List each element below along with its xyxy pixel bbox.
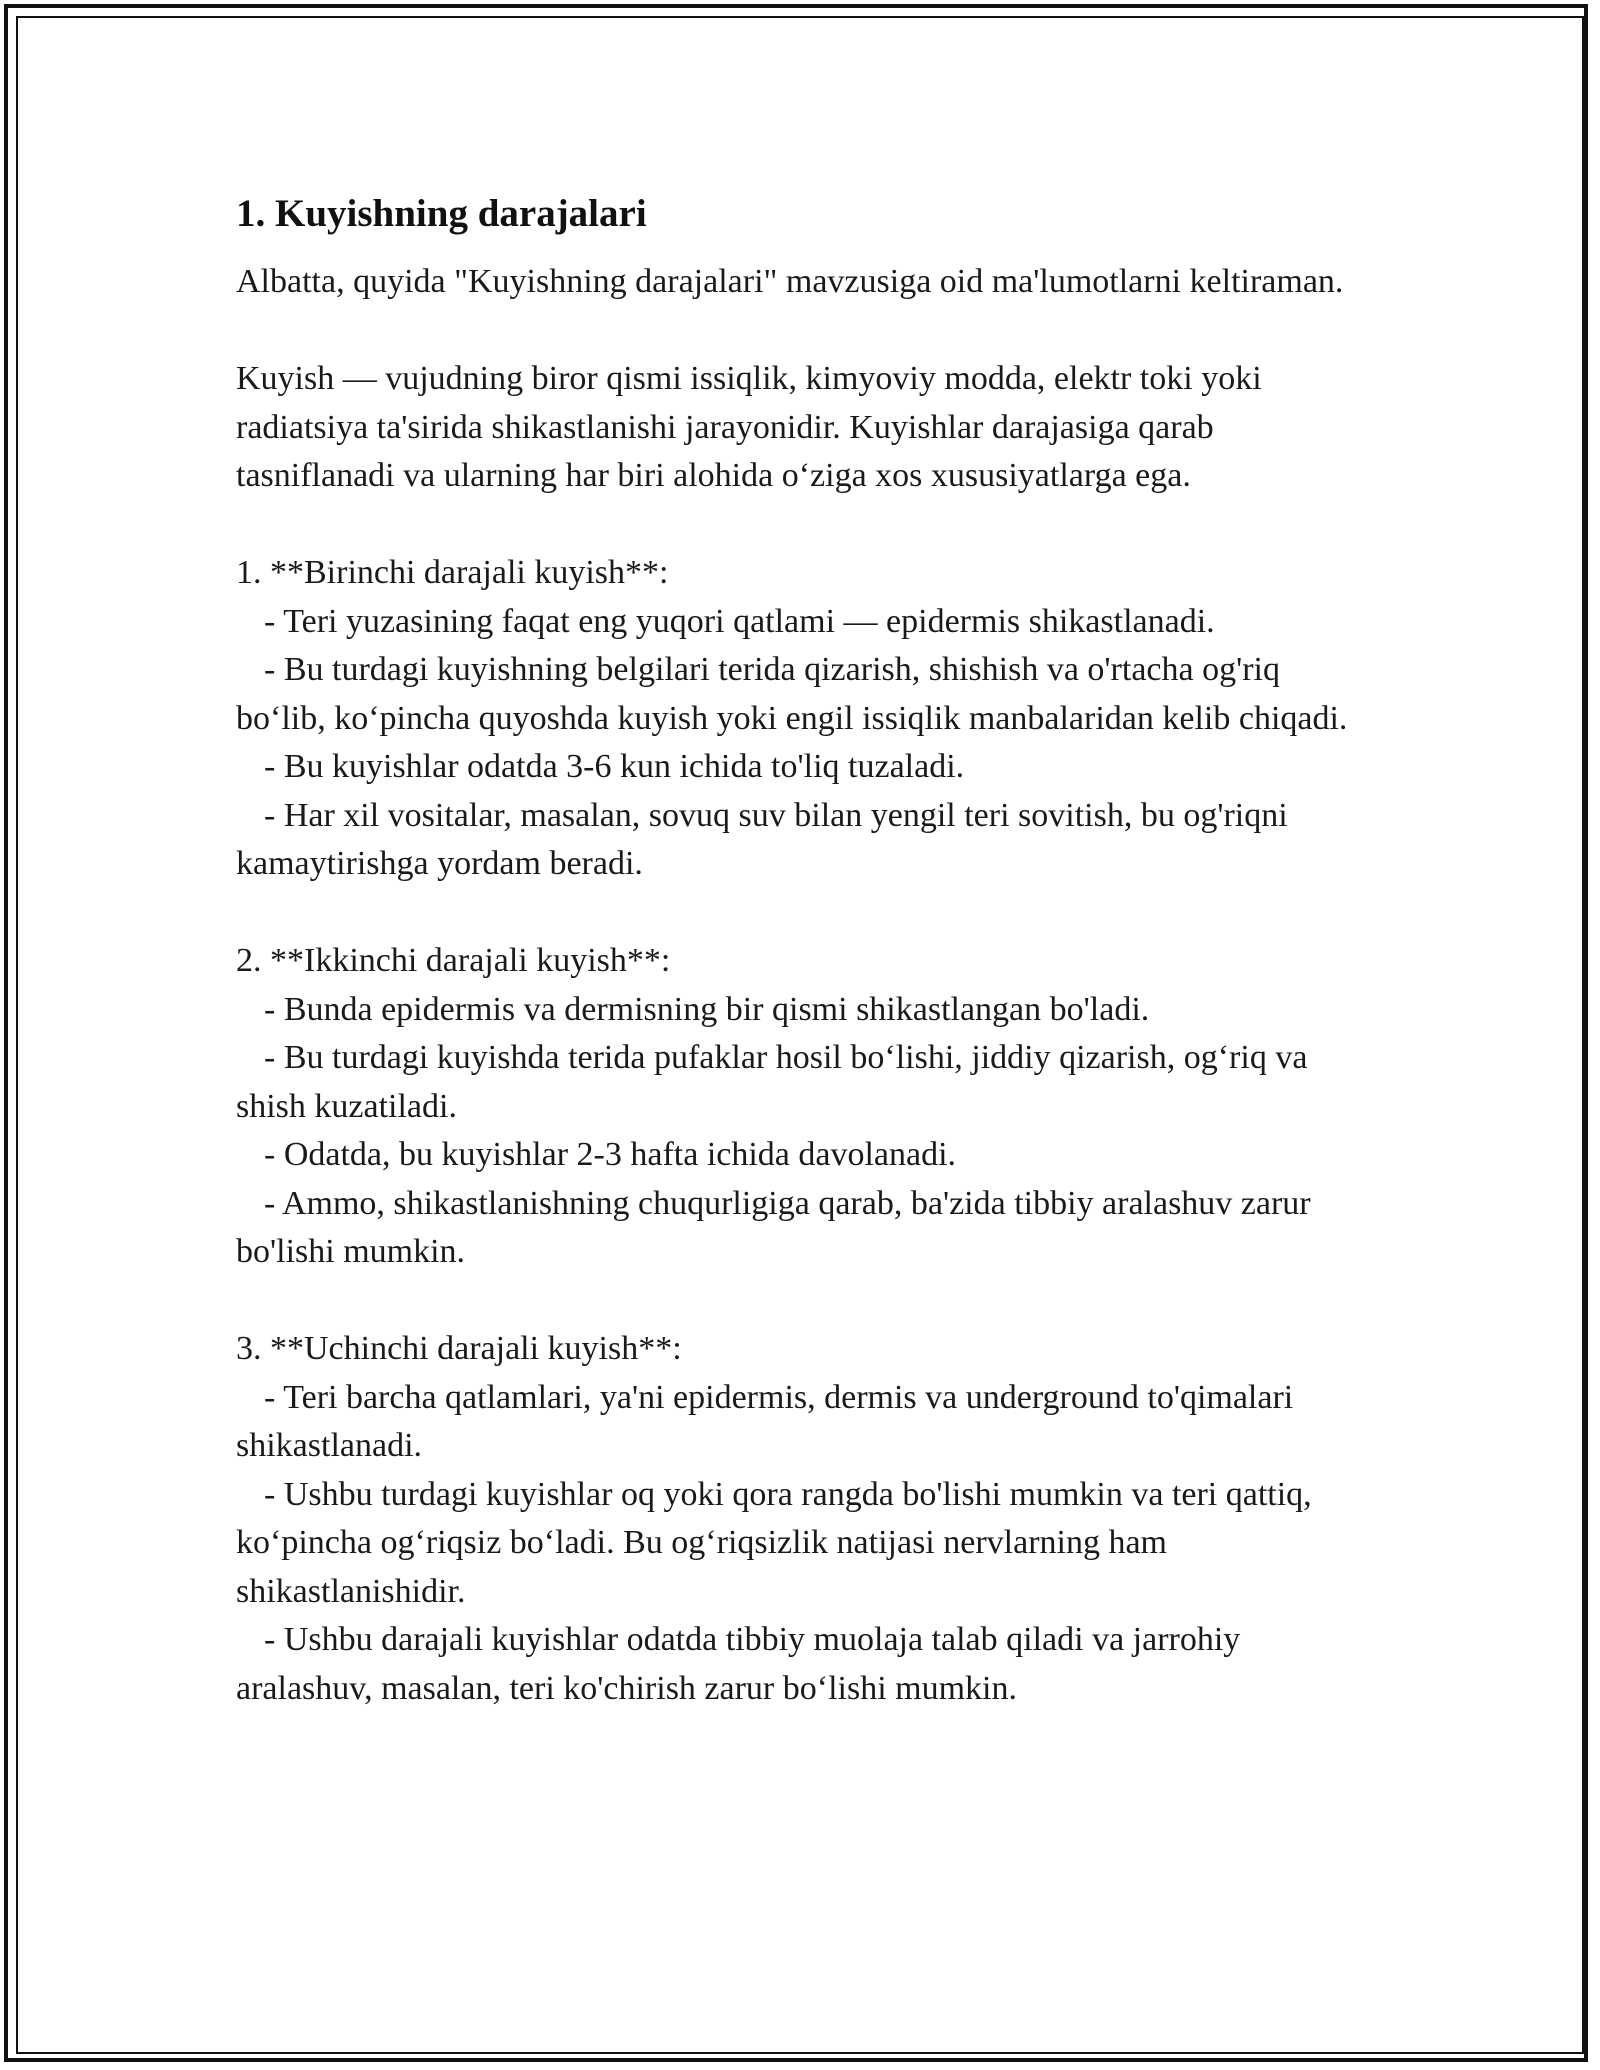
section-third-degree: [236, 1325, 1376, 1713]
document-body: [236, 186, 1376, 1713]
paragraph-spacer: [236, 307, 1376, 356]
paragraph-spacer: [236, 1277, 1376, 1326]
list-item: - Odatda, bu kuyishlar 2-3 hafta ichida davolanadi.: [264, 1136, 957, 1173]
definition-paragraph: Kuyish — vujudning biror qismi issiqlik, kimyoviy modda, elektr toki yoki radiatsiya ta'sirida shikastlanishi jarayonidir. Kuyishlar darajasiga qarab tasniflanadi va ularning har biri alohida o‘ziga xos xususiyatlarga ega.: [236, 360, 1271, 494]
paragraph-spacer: [236, 889, 1376, 938]
list-item: - Ammo, shikastlanishning chuqurligiga qarab, ba'zida tibbiy aralashuv zarur bo'lishi mumkin.: [236, 1184, 1311, 1270]
list-item: - Bu turdagi kuyishning belgilari terida qizarish, shishish va o'rtacha og'riq bo‘lib, ko‘pincha quyoshda kuyish yoki engil issiqlik manbalaridan kelib chiqadi.: [236, 651, 1348, 737]
list-item: - Teri yuzasining faqat eng yuqori qatlami — epidermis shikastlanadi.: [264, 602, 1215, 640]
list-item: - Teri barcha qatlamlari, ya'ni epidermis, dermis va underground to'qimalari shikastlanadi.: [236, 1378, 1294, 1464]
page-title: 1. Kuyishning darajalari: [236, 192, 647, 235]
section-heading: 2. **Ikkinchi darajali kuyish**:: [236, 942, 671, 979]
list-item: - Bu kuyishlar odatda 3-6 kun ichida to'liq tuzaladi.: [264, 748, 965, 785]
list-item: - Ushbu turdagi kuyishlar oq yoki qora rangda bo'lishi mumkin va teri qattiq, ko‘pincha og‘riqsiz bo‘ladi. Bu og‘riqsizlik natijasi nervlarning ham shikastlanishidir.: [236, 1475, 1312, 1610]
list-item: - Har xil vositalar, masalan, sovuq suv bilan yengil teri sovitish, bu og'riqni kamaytirishga yordam beradi.: [236, 796, 1288, 882]
list-item: - Bunda epidermis va dermisning bir qismi shikastlangan bo'ladi.: [264, 990, 1150, 1028]
section-heading: 1. **Birinchi darajali kuyish**:: [236, 554, 669, 591]
intro-paragraph: Albatta, quyida "Kuyishning darajalari" mavzusiga oid ma'lumotlarni keltiraman.: [236, 263, 1344, 300]
section-second-degree: [236, 937, 1376, 1277]
paragraph-spacer: [236, 501, 1376, 550]
section-heading: 3. **Uchinchi darajali kuyish**:: [236, 1330, 682, 1367]
section-first-degree: [236, 549, 1376, 889]
list-item: - Bu turdagi kuyishda terida pufaklar hosil bo‘lishi, jiddiy qizarish, og‘riq va shish kuzatiladi.: [236, 1039, 1308, 1125]
list-item: - Ushbu darajali kuyishlar odatda tibbiy muolaja talab qiladi va jarrohiy aralashuv, masalan, teri ko'chirish zarur bo‘lishi mumkin.: [236, 1621, 1241, 1707]
